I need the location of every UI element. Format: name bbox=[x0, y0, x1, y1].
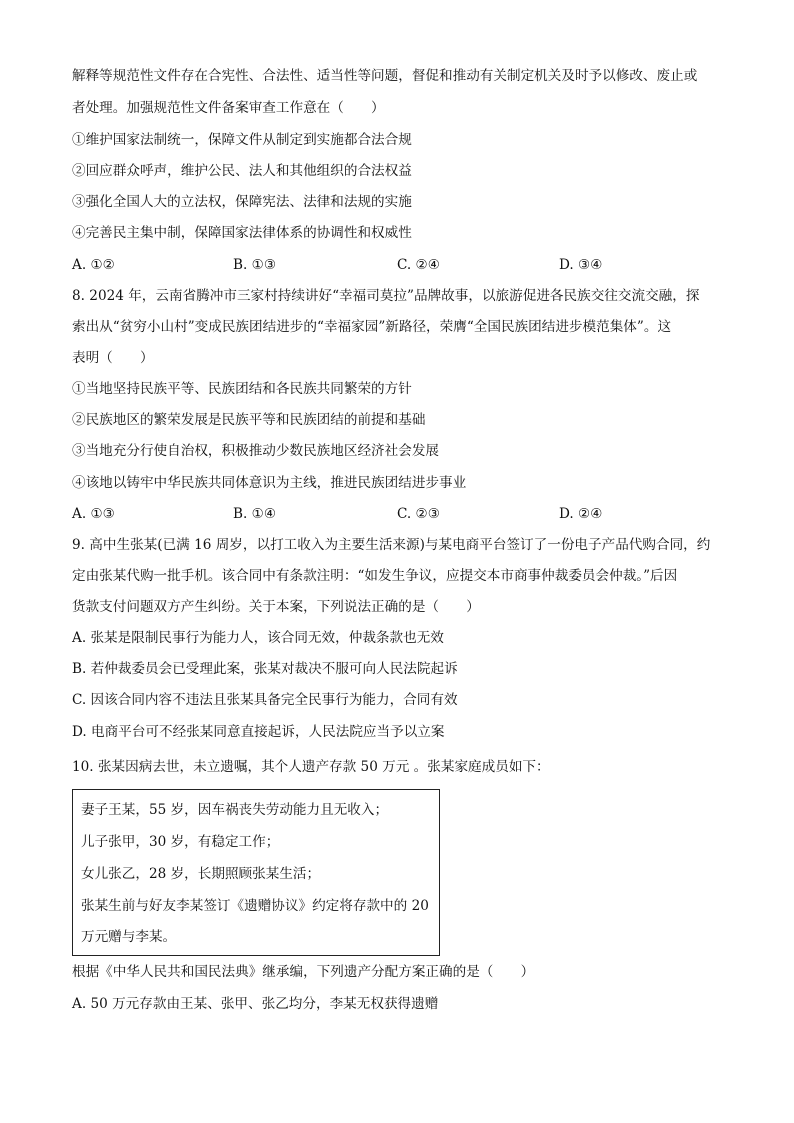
q9-option-a: A. 张某是限制民事行为能力人，该合同无效，仲裁条款也无效 bbox=[72, 630, 444, 646]
q8-stem-line2: 索出从“贫穷小山村”变成民族团结进步的“幸福家园”新路径，荣膺“全国民族团结进步模范集体”。这 bbox=[72, 319, 672, 335]
q9-stem-line3: 货款支付问题双方产生纠纷。关于本案，下列说法正确的是（ ） bbox=[72, 599, 480, 615]
q10-box-line-1: 妻子王某，55 岁，因车祸丧失劳动能力且无收入； bbox=[81, 802, 389, 818]
q8-item-2: ②民族地区的繁荣发展是民族平等和民族团结的前提和基础 bbox=[72, 412, 426, 428]
q7-option-d: D. ③④ bbox=[559, 257, 603, 273]
q10-box-line-5: 万元赠与李某。 bbox=[81, 929, 177, 945]
q8-option-d: D. ②④ bbox=[559, 506, 603, 522]
q7-stem-line2: 者处理。加强规范性文件备案审查工作意在（ ） bbox=[72, 100, 385, 116]
q8-item-3: ③当地充分行使自治权，积极推动少数民族地区经济社会发展 bbox=[72, 443, 440, 459]
q7-option-a: A. ①② bbox=[72, 257, 115, 273]
q7-item-2: ②回应群众呼声，维护公民、法人和其他组织的合法权益 bbox=[72, 163, 412, 179]
q7-item-4: ④完善民主集中制，保障国家法律体系的协调性和权威性 bbox=[72, 225, 412, 241]
q8-stem-line1: 8. 2024 年，云南省腾冲市三家村持续讲好“幸福司莫拉”品牌故事，以旅游促进各民族交往交流交融，探 bbox=[72, 288, 700, 304]
q7-item-1: ①维护国家法制统一，保障文件从制定到实施都合法合规 bbox=[72, 132, 412, 148]
q7-stem-line1: 解释等规范性文件存在合宪性、合法性、适当性等问题，督促和推动有关制定机关及时予以修改、废止或 bbox=[72, 68, 698, 84]
q10-question: 根据《中华人民共和国民法典》继承编，下列遗产分配方案正确的是（ ） bbox=[72, 964, 535, 980]
q9-option-c: C. 因该合同内容不违法且张某具备完全民事行为能力，合同有效 bbox=[72, 692, 458, 708]
q10-option-a: A. 50 万元存款由王某、张甲、张乙均分，李某无权获得遗赠 bbox=[72, 996, 439, 1012]
q8-option-a: A. ①③ bbox=[72, 506, 115, 522]
q9-option-d: D. 电商平台可不经张某同意直接起诉，人民法院应当予以立案 bbox=[72, 724, 445, 740]
q7-option-c: C. ②④ bbox=[397, 257, 440, 273]
q7-option-b: B. ①③ bbox=[233, 257, 277, 273]
q10-box-line-2: 儿子张甲，30 岁，有稳定工作； bbox=[81, 834, 280, 850]
q7-item-3: ③强化全国人大的立法权，保障宪法、法律和法规的实施 bbox=[72, 194, 412, 210]
q9-stem-line1: 9. 高中生张某(已满 16 周岁，以打工收入为主要生活来源)与某电商平台签订了一份电子产品代购合同，约 bbox=[72, 537, 711, 553]
q10-family-box bbox=[72, 789, 440, 956]
q9-option-b: B. 若仲裁委员会已受理此案，张某对裁决不服可向人民法院起诉 bbox=[72, 661, 458, 677]
q9-stem-line2: 定由张某代购一批手机。该合同中有条款注明：“如发生争议，应提交本市商事仲裁委员会仲裁。”后因 bbox=[72, 568, 678, 584]
q10-box-line-3: 女儿张乙，28 岁，长期照顾张某生活； bbox=[81, 866, 321, 882]
q8-option-c: C. ②③ bbox=[397, 506, 440, 522]
q8-item-1: ①当地坚持民族平等、民族团结和各民族共同繁荣的方针 bbox=[72, 381, 412, 397]
q10-stem-line1: 10. 张某因病去世，未立遗嘱，其个人遗产存款 50 万元 。张某家庭成员如下： bbox=[72, 759, 550, 775]
q8-option-b: B. ①④ bbox=[233, 506, 277, 522]
q8-item-4: ④该地以铸牢中华民族共同体意识为主线，推进民族团结进步事业 bbox=[72, 475, 467, 491]
q10-box-line-4: 张某生前与好友李某签订《遗赠协议》约定将存款中的 20 bbox=[81, 898, 429, 914]
q8-stem-line3: 表明（ ） bbox=[72, 350, 154, 366]
